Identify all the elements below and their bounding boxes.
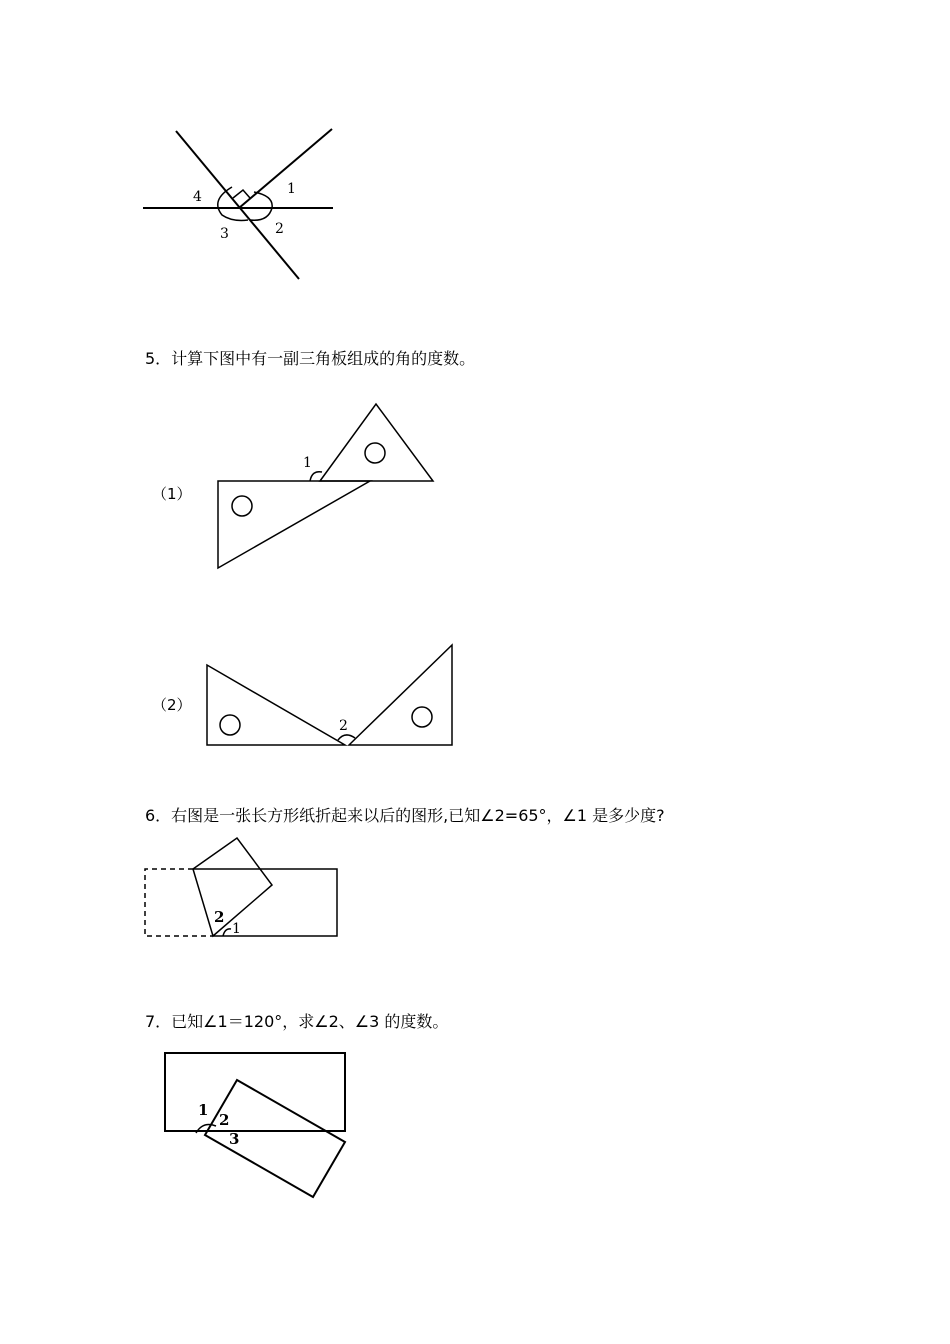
- rotated-rectangle: [205, 1080, 345, 1197]
- set-square-hole: [232, 496, 252, 516]
- angle-2-arc: [250, 208, 272, 220]
- angle-label-1: 1: [287, 181, 296, 197]
- diagonal-line-down: [176, 131, 299, 279]
- question-5-part-2-label: （2）: [152, 696, 192, 714]
- angle-1-arc: [223, 929, 231, 936]
- set-square-figure-1: [210, 398, 440, 578]
- question-7-text: 7．已知∠1＝120°，求∠2、∠3 的度数。: [145, 1012, 449, 1031]
- question-5-text: 5．计算下图中有一副三角板组成的角的度数。: [145, 349, 476, 368]
- question-6-text: 6．右图是一张长方形纸折起来以后的图形,已知∠2=65°，∠1 是多少度?: [145, 806, 665, 825]
- angle-label-2: 2: [275, 221, 284, 237]
- question-5-part-1-label: （1）: [152, 485, 192, 503]
- folded-paper-figure: [140, 832, 345, 942]
- set-square-hole: [412, 707, 432, 727]
- set-square-30-60: [218, 481, 370, 568]
- angle-label-2: 2: [214, 908, 225, 926]
- angle-label-1: 1: [198, 1101, 209, 1119]
- overlapping-rectangles-figure: [160, 1045, 350, 1205]
- right-angle-mark: [233, 190, 250, 198]
- angle-label-1: 1: [303, 455, 312, 471]
- angle-label-4: 4: [193, 189, 202, 205]
- angle-label-3: 3: [220, 226, 229, 242]
- angle-label-3: 3: [229, 1130, 240, 1148]
- angle-label-2: 2: [219, 1111, 230, 1129]
- set-square-figure-2: [200, 640, 460, 755]
- intersecting-lines-figure: [140, 125, 340, 285]
- set-square-45: [349, 645, 452, 745]
- fixed-rectangle: [165, 1053, 345, 1131]
- diagonal-line-up: [239, 129, 332, 208]
- set-square-hole: [220, 715, 240, 735]
- angle-label-1: 1: [232, 921, 241, 937]
- angle-label-2: 2: [339, 718, 348, 734]
- set-square-30-60: [207, 665, 345, 745]
- angle-2-arc: [338, 735, 355, 740]
- angle-1-arc: [254, 192, 272, 208]
- set-square-hole: [365, 443, 385, 463]
